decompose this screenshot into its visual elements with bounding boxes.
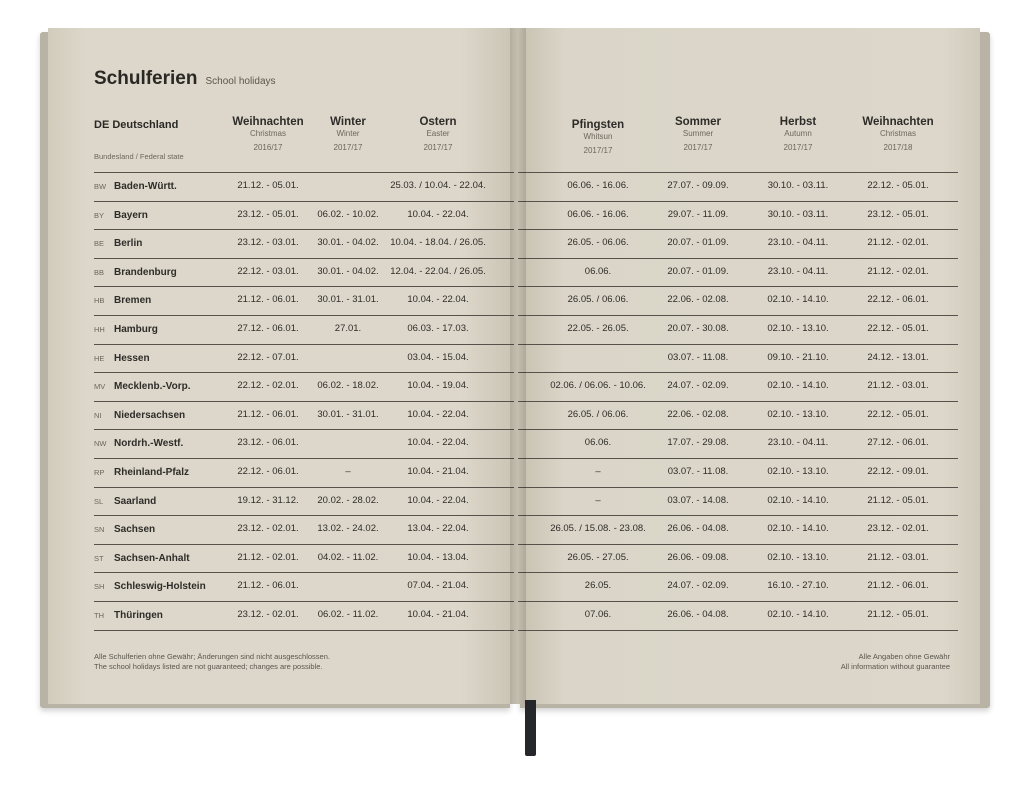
table-rule [518,544,958,545]
column-header-christmas-right: Weihnachten Christmas 2017/18 [862,116,934,152]
table-rule [94,172,514,173]
table-cell: 27.07. - 09.09. [667,180,729,191]
table-rule [94,344,514,345]
table-row-label [94,181,177,192]
table-cell: 27.12. - 06.01. [237,323,299,334]
column-header-winter: Winter Winter 2017/17 [330,116,366,152]
table-cell: 10.04. - 22.04. [407,294,469,306]
table-cell: 06.06. - 16.06. [567,180,629,191]
table-cell: 22.12. - 07.01. [237,351,299,363]
column-header-easter: Ostern Easter 2017/17 [419,116,457,152]
table-cell: 02.10. - 14.10. [767,294,829,306]
state-abbreviation: NI [94,410,102,420]
state-abbreviation: BE [94,239,105,249]
table-cell: 30.10. - 03.11. [767,180,829,191]
table-cell: 23.12. - 05.01. [867,208,929,220]
table-cell: 23.12. - 02.01. [237,523,299,535]
state-abbreviation: ST [94,553,104,563]
table-cell: 10.04. - 22.04. [407,494,469,506]
table-cell: 10.04. - 21.04. [407,466,469,477]
state-name: Baden-Württ. [114,181,177,192]
state-name: Rheinland-Pfalz [114,467,190,478]
table-cell: 21.12. - 02.01. [867,265,929,277]
table-row-label [94,496,156,507]
state-name: Brandenburg [114,266,177,278]
table-cell: 02.10. - 14.10. [767,380,829,392]
state-name: Schleswig-Holstein [114,581,206,593]
table-cell: 03.07. - 11.08. [667,466,729,477]
book-gutter [510,28,526,704]
table-cell: 26.05. / 06.06. [567,294,629,306]
table-row-label [94,581,206,592]
table-row-label [94,238,142,249]
table-rule [94,487,514,488]
table-row-label [94,295,151,306]
table-cell: 24.07. - 02.09. [667,580,729,592]
table-cell: 06.06. [584,265,612,277]
table-cell: 02.10. - 14.10. [767,523,829,535]
state-name: Hessen [114,352,150,364]
table-cell: 22.12. - 05.01. [867,180,929,191]
table-cell: 19.12. - 31.12. [237,494,299,506]
table-cell: 26.06. - 04.08. [667,523,729,535]
page-title: Schulferien [94,68,198,89]
table-rule [94,429,514,430]
table-cell: 30.01. - 04.02. [317,265,379,277]
table-cell: 23.10. - 04.11. [767,237,829,249]
table-row-label [94,381,191,392]
table-rule [94,258,514,259]
table-cell: – [595,466,601,477]
table-cell: 27.12. - 06.01. [867,437,929,449]
table-cell: 06.02. - 10.02. [317,208,379,220]
table-cell: 25.03. / 10.04. - 22.04. [390,180,486,191]
table-row-label [94,410,185,421]
table-cell: 30.01. - 04.02. [317,237,379,249]
state-abbreviation: HB [94,296,105,306]
table-cell: 30.10. - 03.11. [767,208,829,220]
state-name: Mecklenb.-Vorp. [114,381,191,393]
state-name: Niedersachsen [114,409,186,421]
state-abbreviation: SH [94,582,105,592]
table-cell: 10.04. - 21.04. [407,609,469,620]
table-rule [94,515,514,516]
table-cell: 20.07. - 01.09. [667,265,729,277]
table-rule [518,601,958,602]
table-cell: 22.06. - 02.08. [667,294,729,306]
table-cell: 30.01. - 31.01. [317,408,379,420]
table-cell: 23.10. - 04.11. [767,265,829,277]
table-cell: 30.01. - 31.01. [317,294,379,306]
table-cell: 22.06. - 02.08. [667,408,729,420]
table-cell: 23.12. - 05.01. [237,208,299,220]
table-cell: 13.04. - 22.04. [407,523,469,535]
table-rule [518,201,958,202]
table-rule [518,286,958,287]
country-header: DE Deutschland [94,119,179,131]
state-abbreviation: TH [94,611,104,620]
table-cell: 03.07. - 11.08. [667,351,729,363]
table-rule [94,229,514,230]
table-row-label [94,438,183,449]
table-cell: 17.07. - 29.08. [667,437,729,449]
table-cell: 22.12. - 05.01. [867,408,929,420]
table-rule [94,544,514,545]
table-rule [518,258,958,259]
table-cell: 26.05. - 06.06. [567,237,629,249]
column-header-autumn: Herbst Autumn 2017/17 [779,116,817,152]
state-abbreviation: HE [94,353,105,363]
table-cell: 02.10. - 13.10. [767,323,829,334]
table-cell: 21.12. - 06.01. [237,580,299,592]
table-rule [94,315,514,316]
table-cell: 02.10. - 14.10. [767,609,829,620]
table-rule [94,601,514,602]
state-name: Sachsen-Anhalt [114,552,190,564]
table-rule [518,344,958,345]
column-header-summer: Sommer Summer 2017/17 [674,116,722,152]
state-name: Bremen [114,295,152,307]
table-rule [518,372,958,373]
table-rule [94,572,514,573]
state-name: Sachsen [114,524,156,536]
table-rule [518,630,958,631]
page-subtitle: School holidays [205,76,276,87]
table-row-label [94,553,190,564]
table-rule [518,315,958,316]
table-cell: 27.01. [334,323,362,334]
table-cell: 02.06. / 06.06. - 10.06. [550,380,646,392]
table-cell: 02.10. - 14.10. [767,494,829,506]
state-subheader: Bundesland / Federal state [94,152,184,161]
table-cell: 02.10. - 13.10. [767,551,829,563]
table-cell: 21.12. - 05.01. [237,180,299,191]
table-row-label [94,467,189,478]
table-cell: 06.06. [584,437,612,449]
table-cell: 22.12. - 02.01. [237,380,299,392]
state-abbreviation: SN [94,525,105,535]
table-row-label [94,353,150,364]
table-cell: 23.12. - 02.01. [867,523,929,535]
table-row-label [94,210,148,221]
table-cell: 10.04. - 13.04. [407,551,469,563]
table-row-label [94,267,177,278]
state-name: Hamburg [114,324,158,335]
table-cell: 10.04. - 22.04. [407,437,469,449]
table-cell: 04.02. - 11.02. [317,551,379,563]
table-cell: 02.10. - 13.10. [767,408,829,420]
table-rule [94,201,514,202]
table-cell: 13.02. - 24.02. [317,523,379,535]
table-cell: 09.10. - 21.10. [767,351,829,363]
table-row-label [94,610,163,621]
state-abbreviation: RP [94,468,105,477]
table-cell: 20.02. - 28.02. [317,494,379,506]
state-abbreviation: NW [94,439,107,449]
table-rule [518,401,958,402]
table-cell: 21.12. - 06.01. [237,408,299,420]
state-name: Bayern [114,209,148,221]
table-rule [94,372,514,373]
table-rule [518,229,958,230]
table-cell: 20.07. - 01.09. [667,237,729,249]
footnote-right: Alle Angaben ohne Gewähr All information without guarantee [840,652,950,671]
table-cell: 23.12. - 03.01. [237,237,299,249]
notebook [40,28,990,708]
table-cell: 26.06. - 04.08. [667,609,729,620]
table-cell: 16.10. - 27.10. [767,580,829,592]
table-cell: 06.03. - 17.03. [407,323,469,334]
table-cell: 24.07. - 02.09. [667,380,729,392]
bookmark-ribbon [525,700,536,756]
state-name: Saarland [114,495,157,507]
column-header-christmas-left: Weihnachten Christmas 2016/17 [232,116,304,152]
table-cell: 06.02. - 11.02. [317,609,379,620]
table-cell: 02.10. - 13.10. [767,466,829,477]
table-cell: 26.06. - 09.08. [667,551,729,563]
table-cell: 21.12. - 05.01. [867,494,929,506]
table-rule [94,630,514,631]
table-cell: 20.07. - 30.08. [667,323,729,334]
table-cell: 22.12. - 03.01. [237,265,299,277]
table-cell: 22.05. - 26.05. [567,323,629,334]
state-name: Nordrh.-Westf. [114,438,184,450]
table-cell: 21.12. - 02.01. [867,237,929,249]
table-cell: 23.10. - 04.11. [767,437,829,449]
table-cell: 21.12. - 05.01. [867,609,929,620]
column-header-whitsun: Pfingsten Whitsun 2017/17 [571,119,625,155]
table-cell: 24.12. - 13.01. [867,351,929,363]
table-cell: 21.12. - 06.01. [237,294,299,306]
table-cell: 22.12. - 09.01. [867,466,929,477]
table-cell: 21.12. - 03.01. [867,380,929,392]
table-cell: 03.07. - 14.08. [667,494,729,506]
table-cell: 12.04. - 22.04. / 26.05. [390,265,486,277]
table-cell: 22.12. - 06.01. [237,466,299,477]
state-abbreviation: BY [94,210,105,220]
footnote-left: Alle Schulferien ohne Gewähr; Änderungen sind nicht ausgeschlossen. The school holidays listed are not guaranteed; changes are possible. [94,652,330,671]
state-abbreviation: BB [94,267,105,277]
table-cell: 26.05. - 27.05. [567,551,629,563]
table-cell: 03.04. - 15.04. [407,351,469,363]
table-cell: 21.12. - 02.01. [237,551,299,563]
table-cell: 26.05. / 06.06. [567,408,629,420]
table-cell: 06.02. - 18.02. [317,380,379,392]
table-cell: 10.04. - 19.04. [407,380,469,392]
table-rule [94,286,514,287]
table-rule [518,172,958,173]
state-abbreviation: SL [94,496,104,506]
table-rule [518,458,958,459]
table-cell: – [595,494,601,506]
table-cell: 23.12. - 06.01. [237,437,299,449]
table-rule [518,515,958,516]
right-page [518,28,980,704]
table-rule [518,487,958,488]
table-cell: 10.04. - 22.04. [407,208,469,220]
state-abbreviation: HH [94,325,105,334]
table-row-label [94,324,158,335]
table-cell: 21.12. - 06.01. [867,580,929,592]
state-abbreviation: BW [94,182,107,191]
table-cell: 06.06. - 16.06. [567,208,629,220]
table-row-label [94,524,155,535]
table-cell: 21.12. - 03.01. [867,551,929,563]
table-rule [518,429,958,430]
left-page [48,28,518,704]
table-cell: 29.07. - 11.09. [667,208,729,220]
state-name: Berlin [114,238,143,250]
state-abbreviation: MV [94,382,106,392]
title-row [94,68,276,90]
table-cell: 07.06. [584,609,612,620]
table-cell: 07.04. - 21.04. [407,580,469,592]
table-rule [94,458,514,459]
state-name: Thüringen [114,610,163,621]
table-cell: 26.05. [584,580,612,592]
table-cell: 10.04. - 18.04. / 26.05. [390,237,486,249]
table-cell: 10.04. - 22.04. [407,408,469,420]
table-cell: 26.05. / 15.08. - 23.08. [550,523,646,535]
table-cell: 22.12. - 05.01. [867,323,929,334]
table-rule [518,572,958,573]
table-cell: 23.12. - 02.01. [237,609,299,620]
table-cell: – [345,466,351,477]
table-cell: 22.12. - 06.01. [867,294,929,306]
table-rule [94,401,514,402]
